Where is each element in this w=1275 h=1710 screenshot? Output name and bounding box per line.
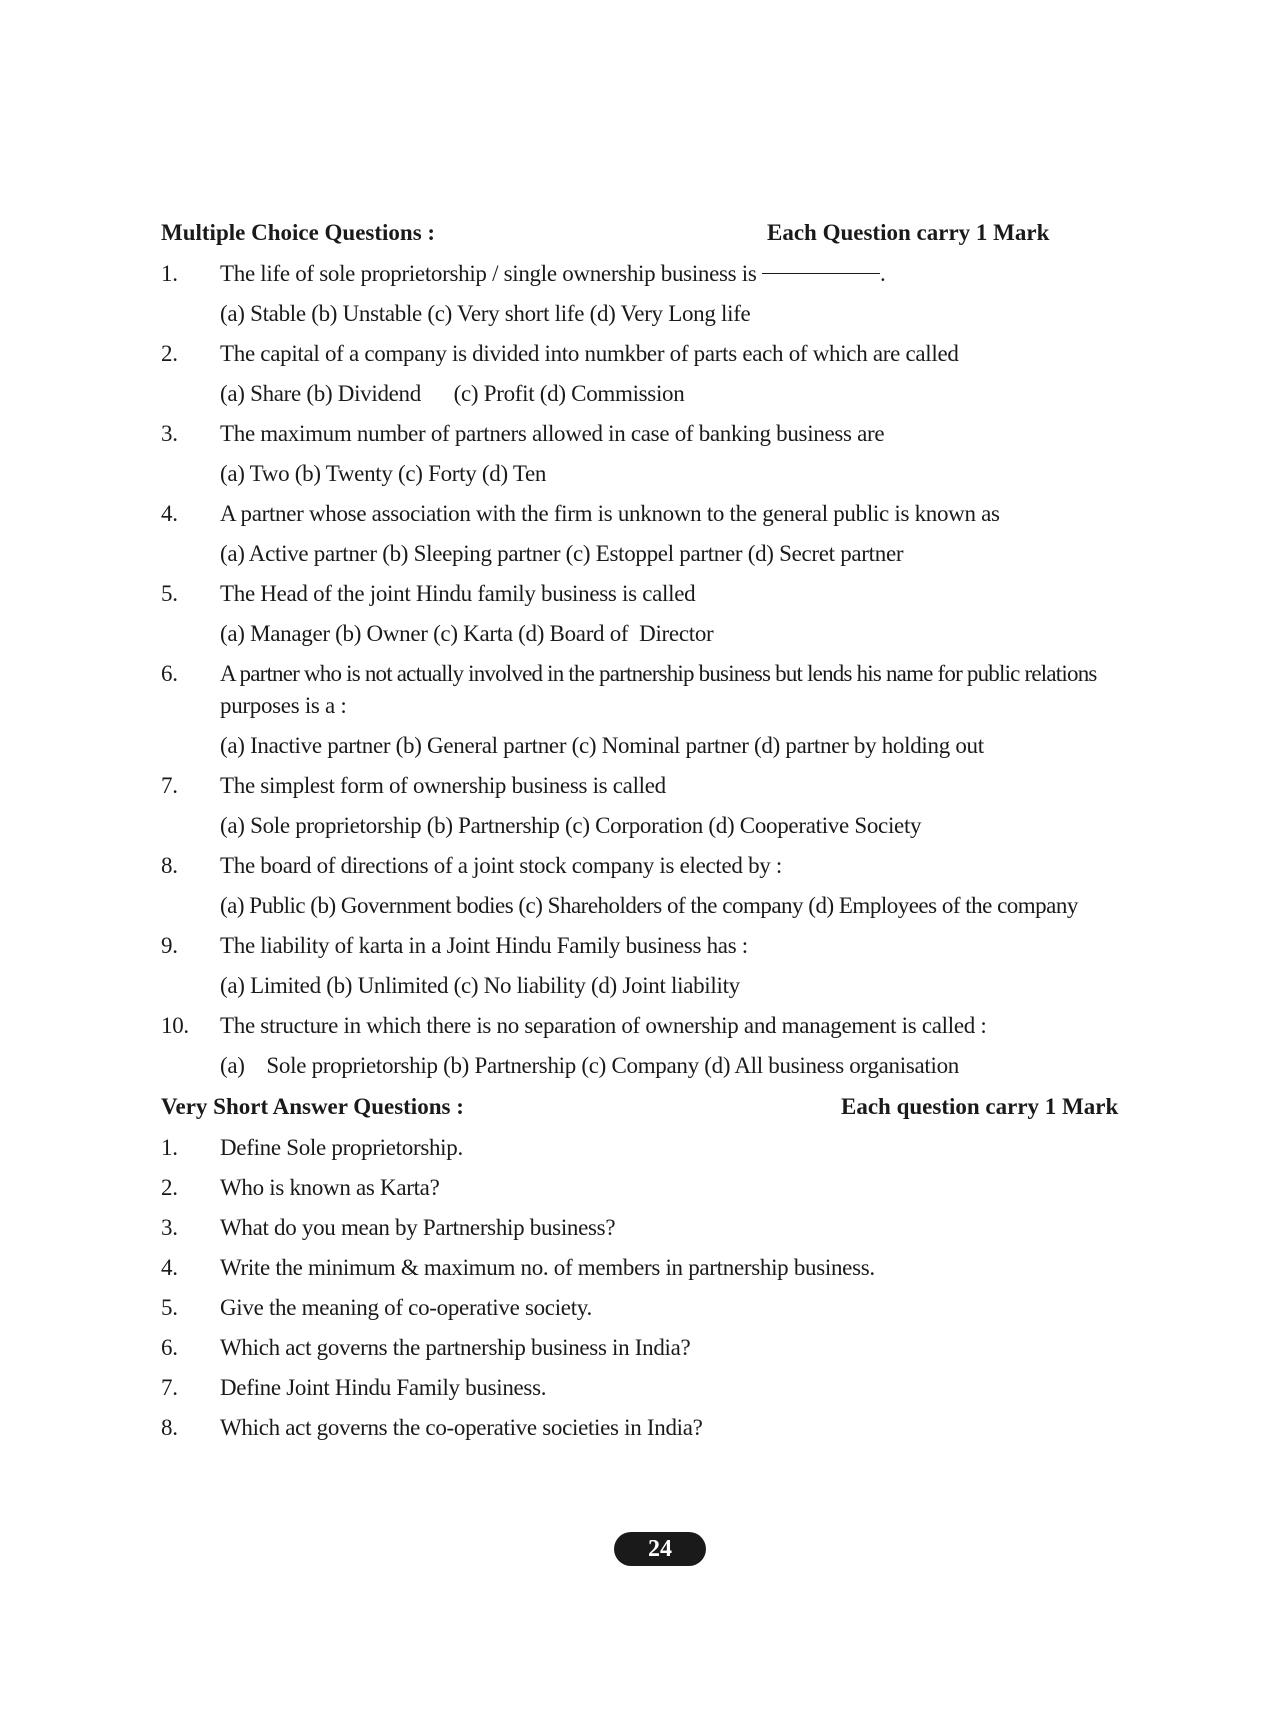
question-number: 1. <box>161 261 178 286</box>
question-number: 3. <box>161 1215 178 1240</box>
question-number: 5. <box>161 581 178 606</box>
question-text-continued: purposes is a : <box>220 693 347 718</box>
question-number: 5. <box>161 1295 178 1320</box>
question-number: 2. <box>161 1175 178 1200</box>
question-number: 8. <box>161 1415 178 1440</box>
mcq-title: Multiple Choice Questions : <box>161 220 436 245</box>
mcq-options: (a) Share (b) Dividend (c) Profit (d) Commission <box>220 381 685 406</box>
vsa-heading <box>161 1094 1141 1124</box>
mcq-options: (a) Stable (b) Unstable (c) Very short life (d) Very Long life <box>220 301 751 326</box>
mcq-options: (a) Active partner (b) Sleeping partner (c) Estoppel partner (d) Secret partner <box>220 541 904 566</box>
question-text: The board of directions of a joint stock company is elected by : <box>220 853 783 878</box>
mcq-options: (a) Sole proprietorship (b) Partnership (c) Company (d) All business organisation <box>220 1053 959 1078</box>
question-text: The life of sole proprietorship / single ownership business is . <box>220 261 886 286</box>
question-text: Give the meaning of co-operative society. <box>220 1295 592 1320</box>
mcq-heading <box>161 220 1141 250</box>
answer-blank <box>762 273 880 274</box>
mcq-options: (a) Inactive partner (b) General partner (c) Nominal partner (d) partner by holding out <box>220 733 984 758</box>
vsa-title: Very Short Answer Questions : <box>161 1094 464 1119</box>
question-number: 7. <box>161 773 178 798</box>
question-number: 6. <box>161 1335 178 1360</box>
question-text: The structure in which there is no separation of ownership and management is called : <box>220 1013 987 1038</box>
question-text: The capital of a company is divided into numkber of parts each of which are called <box>220 341 959 366</box>
question-number: 4. <box>161 501 178 526</box>
question-text: Write the minimum & maximum no. of members in partnership business. <box>220 1255 875 1280</box>
question-number: 9. <box>161 933 178 958</box>
mcq-options: (a) Two (b) Twenty (c) Forty (d) Ten <box>220 461 547 486</box>
mcq-marks: Each Question carry 1 Mark <box>767 220 1050 245</box>
mcq-options: (a) Sole proprietorship (b) Partnership (c) Corporation (d) Cooperative Society <box>220 813 922 838</box>
question-text: Which act governs the co-operative societies in India? <box>220 1415 703 1440</box>
question-number: 7. <box>161 1375 178 1400</box>
question-text: What do you mean by Partnership business? <box>220 1215 616 1240</box>
question-number: 1. <box>161 1135 178 1160</box>
question-text: A partner whose association with the firm is unknown to the general public is known as <box>220 501 1000 526</box>
question-text: Which act governs the partnership business in India? <box>220 1335 691 1360</box>
question-number: 4. <box>161 1255 178 1280</box>
question-number: 2. <box>161 341 178 366</box>
mcq-options: (a) Limited (b) Unlimited (c) No liability (d) Joint liability <box>220 973 740 998</box>
question-text: Define Sole proprietorship. <box>220 1135 463 1160</box>
question-text: A partner who is not actually involved in the partnership business but lends his name for public relations <box>220 661 1097 686</box>
question-number: 8. <box>161 853 178 878</box>
question-text: The liability of karta in a Joint Hindu Family business has : <box>220 933 748 958</box>
question-text: Who is known as Karta? <box>220 1175 440 1200</box>
question-text: The simplest form of ownership business is called <box>220 773 666 798</box>
question-number: 3. <box>161 421 178 446</box>
question-text: The Head of the joint Hindu family business is called <box>220 581 696 606</box>
question-text: The maximum number of partners allowed in case of banking business are <box>220 421 885 446</box>
mcq-options: (a) Manager (b) Owner (c) Karta (d) Board of Director <box>220 621 714 646</box>
vsa-marks: Each question carry 1 Mark <box>841 1094 1119 1119</box>
mcq-options: (a) Public (b) Government bodies (c) Shareholders of the company (d) Employees of the company <box>220 893 1078 918</box>
question-number: 10. <box>161 1013 189 1038</box>
question-number: 6. <box>161 661 178 686</box>
page-number-badge: 24 <box>614 1532 706 1566</box>
question-text: Define Joint Hindu Family business. <box>220 1375 547 1400</box>
